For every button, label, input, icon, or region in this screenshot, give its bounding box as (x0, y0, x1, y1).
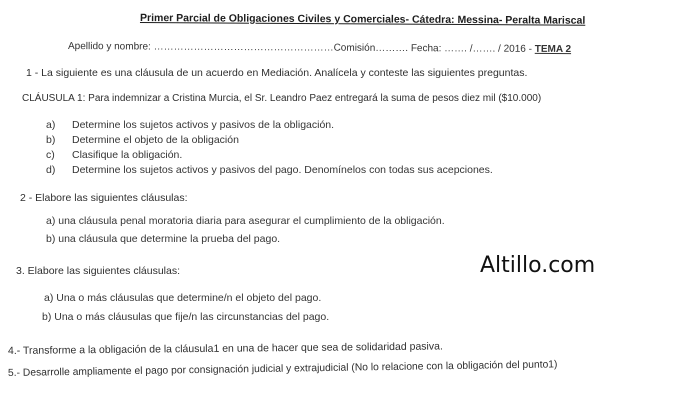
item-text: Determine el objeto de la obligación (72, 134, 239, 146)
q3-item-a: a) Una o más cláusulas que determine/n el objeto del pago. (44, 292, 322, 304)
item-label: c) (46, 149, 55, 161)
q1-item-a (46, 119, 334, 132)
q2-item-a: a) una cláusula penal moratoria diaria para asegurar el cumplimiento de la obligación. (46, 215, 445, 227)
exam-title: Primer Parcial de Obligaciones Civiles y Comerciales- Cátedra: Messina- Peralta Mariscal (139, 12, 586, 27)
watermark-logo: Altillo.com (480, 253, 596, 278)
question-5: 5.- Desarrolle ampliamente el pago por consignación judicial y extrajudicial (No lo relacione con la obligación del punto1) (7, 359, 558, 379)
clause-1: CLÁUSULA 1: Para indemnizar a Cristina Murcia, el Sr. Leandro Paez entregará la suma de pesos diez mil ($10.000) (22, 93, 542, 104)
question-4: 4.- Transforme a la obligación de la cláusula1 en una de hacer que sea de solidaridad pasiva. (7, 340, 443, 357)
question-2: 2 - Elabore las siguientes cláusulas: (20, 192, 188, 204)
question-3: 3. Elabore las siguientes cláusulas: (16, 265, 181, 277)
item-label: b) (46, 134, 56, 146)
q1-item-b (46, 134, 239, 147)
q1-item-d (46, 164, 493, 177)
student-info-fields: Apellido y nombre: ………………………………………………Comisión………. Fecha: ……. /……. / 2016 - (67, 41, 535, 55)
item-text: Determine los sujetos activos y pasivos del pago. Denomínelos con todas sus acepciones. (72, 164, 493, 176)
item-text: Determine los sujetos activos y pasivos de la obligación. (72, 119, 335, 131)
item-label: d) (46, 164, 56, 176)
question-1: 1 - La siguiente es una cláusula de un acuerdo en Mediación. Analícela y conteste las siguientes preguntas. (26, 67, 528, 79)
item-text: Clasifique la obligación. (72, 149, 183, 161)
q1-item-c (46, 149, 182, 162)
q3-item-b: b) Una o más cláusulas que fije/n las circunstancias del pago. (42, 311, 330, 323)
item-label: a) (46, 119, 56, 131)
student-info-line (68, 40, 571, 56)
exam-version: TEMA 2 (534, 43, 572, 56)
q2-item-b: b) una cláusula que determine la prueba del pago. (46, 233, 281, 245)
